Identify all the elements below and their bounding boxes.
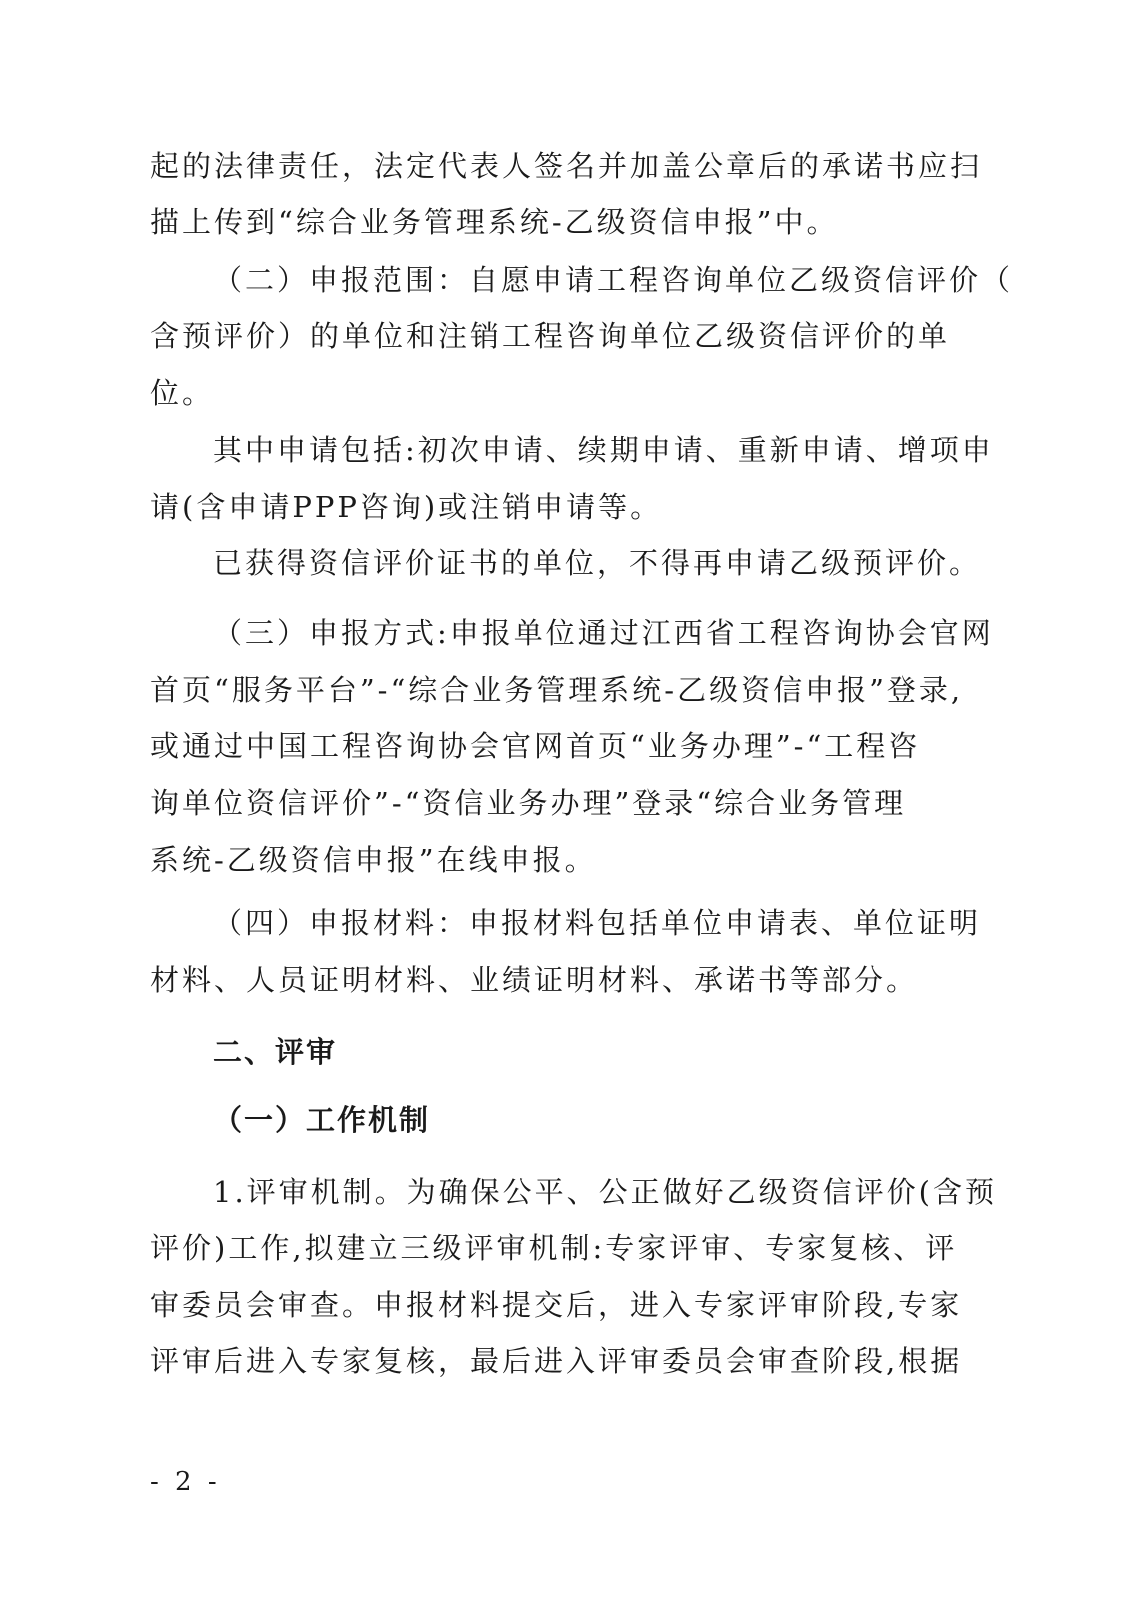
- body-line: 描上传到“综合业务管理系统-乙级资信申报”中。: [150, 205, 839, 239]
- paragraph-application-types: 其中申请包括:初次申请、续期申请、重新申请、增项申: [213, 433, 994, 467]
- paragraph-method: （三）申报方式:申报单位通过江西省工程咨询协会官网: [213, 616, 994, 650]
- body-line: 材料、人员证明材料、业绩证明材料、承诺书等部分。: [150, 963, 919, 997]
- paragraph-restriction: 已获得资信评价证书的单位，不得再申请乙级预评价。: [213, 546, 982, 580]
- section-heading: 二、评审: [213, 1035, 338, 1069]
- body-line: 含预评价）的单位和注销工程咨询单位乙级资信评价的单: [150, 319, 951, 353]
- page-number: - 2 -: [150, 1467, 221, 1497]
- body-line: 评价)工作,拟建立三级评审机制:专家评审、专家复核、评: [150, 1231, 958, 1265]
- body-line: 首页“服务平台”-“综合业务管理系统-乙级资信申报”登录,: [150, 673, 964, 707]
- body-line: 请(含申请PPP咨询)或注销申请等。: [150, 490, 663, 524]
- body-line: 或通过中国工程咨询协会官网首页“业务办理”-“工程咨: [150, 729, 921, 763]
- paragraph-materials: （四）申报材料：申报材料包括单位申请表、单位证明: [213, 906, 982, 940]
- body-line: 审委员会审查。申报材料提交后，进入专家评审阶段,专家: [150, 1288, 963, 1322]
- body-line: 询单位资信评价”-“资信业务办理”登录“综合业务管理: [150, 786, 907, 820]
- subsection-heading: （一）工作机制: [213, 1103, 431, 1137]
- body-line: 系统-乙级资信申报”在线申报。: [150, 843, 597, 877]
- body-line: 起的法律责任，法定代表人签名并加盖公章后的承诺书应扫: [150, 149, 983, 183]
- body-line: 位。: [150, 376, 215, 410]
- body-line: 评审后进入专家复核，最后进入评审委员会审查阶段,根据: [150, 1344, 963, 1378]
- paragraph-scope: （二）申报范围：自愿申请工程咨询单位乙级资信评价（: [213, 263, 1014, 297]
- paragraph-review-mechanism: 1.评审机制。为确保公平、公正做好乙级资信评价(含预: [213, 1175, 997, 1209]
